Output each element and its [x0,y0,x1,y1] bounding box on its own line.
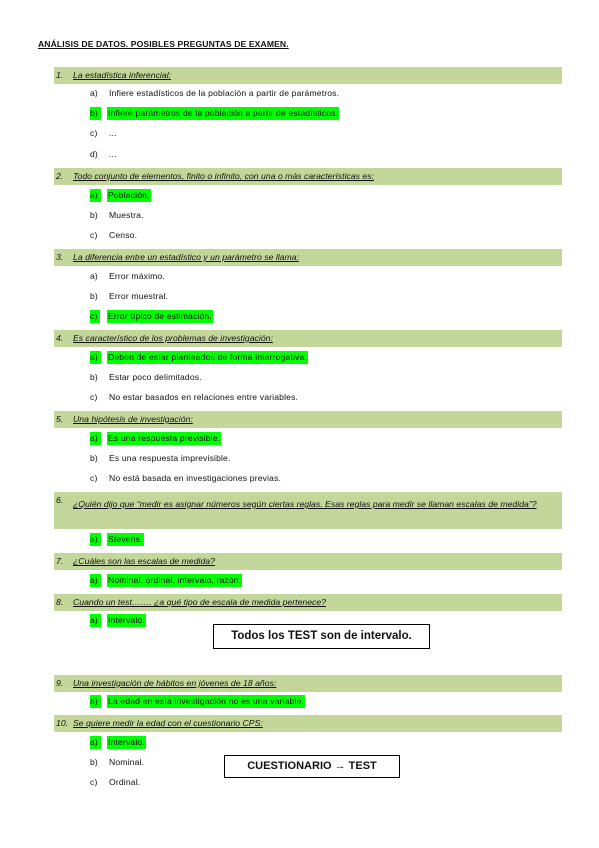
question-number: 7. [56,556,64,566]
answer-letter: b) [90,291,98,301]
answer-letter: b) [90,210,98,220]
answer-letter: c) [90,128,98,138]
question-2 [54,168,562,185]
answer-text: Población. [108,190,150,200]
question-text: Es característico de los problemas de investigación: [73,333,273,343]
answer-letter: c) [90,392,98,402]
question-number: 8. [56,597,64,607]
answer-text: Censo. [109,230,138,240]
answer-text: Error máximo. [109,271,165,281]
question-text: Todo conjunto de elementos, finito o infinito, con una o más características es: [73,171,375,181]
page-title: ANÁLISIS DE DATOS. POSIBLES PREGUNTAS DE EXAMEN. [38,39,289,49]
answer-text: Infiere parámetros de la población a partir de estadísticos. [108,108,339,118]
answer-text: La edad en esta investigación no es una variable. [108,696,305,706]
question-number: 4. [56,333,64,343]
question-number: 2. [56,171,64,181]
answer-text: Es una respuesta previsible. [108,433,221,443]
answer-letter: b) [90,372,98,382]
question-text: Una investigación de hábitos en jóvenes de 18 años: [73,678,277,688]
answer-letter: a) [90,351,101,364]
question-number: 9. [56,678,64,688]
answer-text: Intervalo. [108,737,145,747]
answer-letter: b) [90,453,98,463]
note-cuestionario-test: CUESTIONARIO → TEST [224,755,400,778]
question-7 [54,553,562,570]
answer-letter: b) [90,107,101,120]
answer-letter: a) [90,88,98,98]
answer-letter: a) [90,574,101,587]
answer-letter: b) [90,757,98,767]
answer-text: Nominal, ordinal, intervalo, razón. [108,575,242,585]
answer-text: Stevens. [108,534,143,544]
question-number: 3. [56,252,64,262]
question-text: Cuando un test……. ¿a qué tipo de escala de medida pertenece? [73,597,327,607]
question-number: 10. [56,718,69,728]
answer-letter: c) [90,230,98,240]
question-number: 6. [56,495,64,505]
answer-text: Nominal. [109,757,145,767]
answer-letter: c) [90,310,100,323]
answer-text: Muestra. [109,210,144,220]
answer-letter: d) [90,149,98,159]
answer-letter: a) [90,614,101,627]
question-text: Se quiere medir la edad con el cuestionario CPS: [73,718,263,728]
answer-text: ... [109,128,117,138]
answer-text: Es una respuesta imprevisible. [109,453,231,463]
question-3 [54,249,562,266]
answer-text: No está basada en investigaciones previas. [109,473,282,483]
question-1 [54,67,562,84]
answer-text: ... [109,149,117,159]
answer-letter: a) [90,695,101,708]
answer-text: Deben de estar planteados de forma interrogativa. [108,352,307,362]
note-test-interval: Todos los TEST son de intervalo. [213,624,430,649]
answer-letter: a) [90,432,101,445]
question-9 [54,675,562,692]
answer-letter: a) [90,271,98,281]
question-text: Una hipótesis de investigación: [73,414,193,424]
answer-text: Error típico de estimación. [108,311,212,321]
answer-letter: a) [90,533,101,546]
answer-letter: c) [90,473,98,483]
answer-text: Error muestral. [109,291,169,301]
question-text: ¿Cuáles son las escalas de medida? [73,556,215,566]
question-text: La diferencia entre un estadístico y un parámetro se llama: [73,252,299,262]
question-text: La estadística inferencial: [73,70,172,80]
answer-letter: a) [90,189,101,202]
question-number: 1. [56,70,64,80]
answer-text: Infiere estadísticos de la población a partir de parámetros. [109,88,340,98]
answer-text: Intervalo. [108,615,145,625]
answer-letter: a) [90,736,101,749]
question-6 [54,492,562,529]
question-5 [54,411,562,428]
answer-letter: c) [90,777,98,787]
question-8 [54,594,562,611]
answer-text: Ordinal. [109,777,141,787]
answer-text: Estar poco delimitados. [109,372,202,382]
answer-text: No estar basados en relaciones entre variables. [109,392,299,402]
question-10 [54,715,562,732]
question-4 [54,330,562,347]
question-number: 5. [56,414,64,424]
question-text: ¿Quién dijo que “medir es asignar números según ciertas reglas. Esas reglas para medir se llaman escalas de medida”? [73,499,537,509]
